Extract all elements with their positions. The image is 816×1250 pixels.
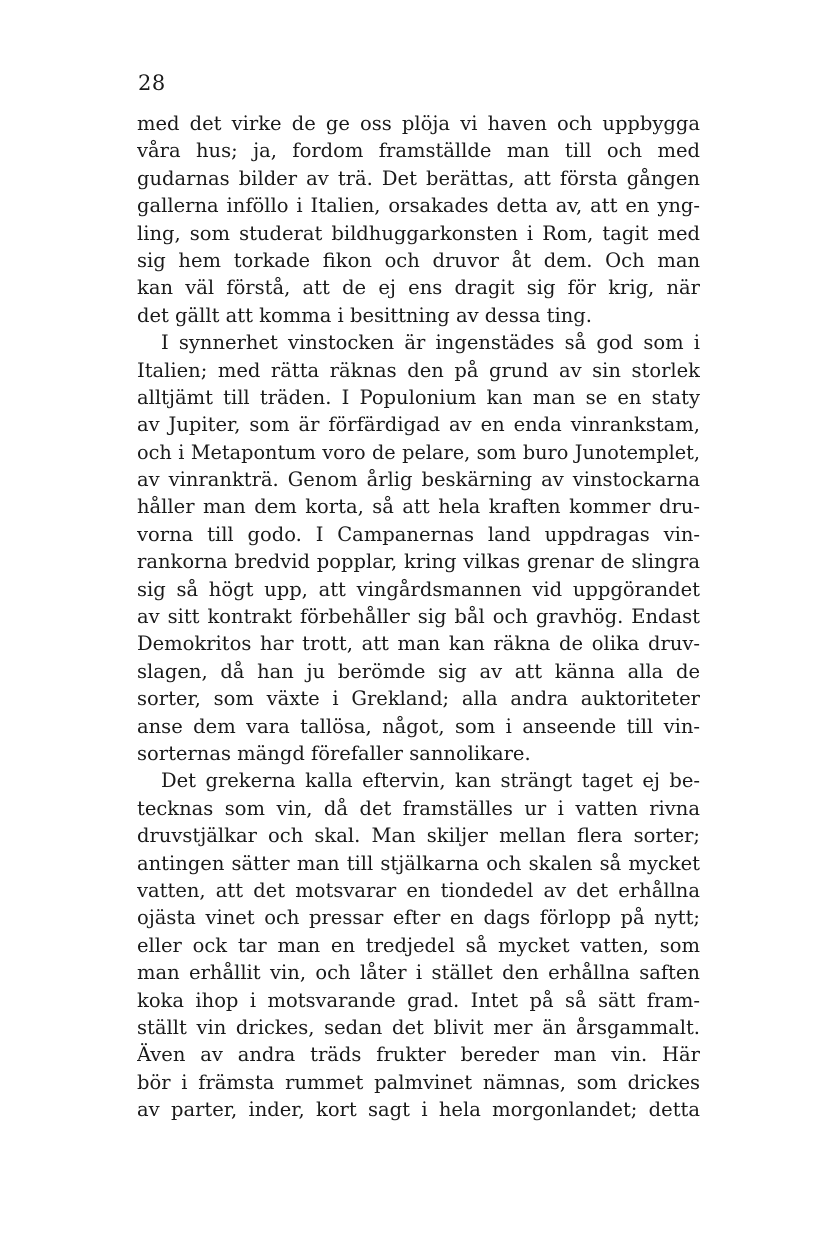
text-line: och i Metapontum voro de pelare, som buro Junotemplet, (137, 440, 700, 464)
text-line: alltjämt till träden. I Populonium kan man se en staty (137, 385, 700, 409)
text-line: antingen sätter man till stjälkarna och skalen så mycket (137, 851, 700, 875)
text-line: sorter, som växte i Grekland; alla andra auktoriteter (137, 687, 700, 711)
text-line: tecknas som vin, då det framställes ur i vatten rivna (137, 796, 700, 820)
text-line: Även av andra träds frukter bereder man vin. Här (137, 1043, 700, 1067)
text-line: sig hem torkade fikon och druvor åt dem. Och man (137, 248, 700, 272)
text-line: koka ihop i motsvarande grad. Intet på så sätt fram- (137, 988, 700, 1012)
text-line: kan väl förstå, att de ej ens dragit sig för krig, när (137, 276, 700, 300)
text-line: druvstjälkar och skal. Man skiljer mellan flera sorter; (137, 824, 700, 848)
text-line: vorna till godo. I Campanernas land uppdragas vin- (137, 522, 700, 546)
text-line: gudarnas bilder av trä. Det berättas, att första gången (137, 166, 700, 190)
text-line: våra hus; ja, fordom framställde man till och med (137, 139, 700, 163)
text-line: vatten, att det motsvarar en tiondedel av det erhållna (137, 878, 700, 902)
text-line: ling, som studerat bildhuggarkonsten i Rom, tagit med (137, 221, 700, 245)
text-line: med det virke de ge oss plöja vi haven och uppbygga (137, 112, 700, 135)
text-line: slagen, då han ju berömde sig av att känna alla de (137, 659, 700, 683)
text-line: I synnerhet vinstocken är ingenstädes så god som i (161, 331, 700, 355)
text-line: rankorna bredvid popplar, kring vilkas grenar de slingra (137, 550, 700, 574)
text-line: ställt vin drickes, sedan det blivit mer än årsgammalt. (137, 1015, 700, 1039)
text-line: av parter, inder, kort sagt i hela morgonlandet; detta (137, 1098, 700, 1122)
text-line: man erhållit vin, och låter i stället den erhållna saften (137, 961, 700, 985)
text-line: Det grekerna kalla eftervin, kan strängt taget ej be- (161, 769, 700, 793)
body-text (137, 110, 700, 1123)
text-line: av vinrankträ. Genom årlig beskärning av vinstockarna (137, 468, 700, 492)
text-line: eller ock tar man en tredjedel så mycket vatten, som (137, 933, 700, 957)
text-line: sorternas mängd förefaller sannolikare. (137, 741, 531, 765)
text-line: bör i främsta rummet palmvinet nämnas, som drickes (137, 1070, 700, 1094)
text-line: av Jupiter, som är förfärdigad av en enda vinrankstam, (137, 413, 700, 437)
text-line: gallerna inföllo i Italien, orsakades detta av, att en yng- (137, 194, 700, 218)
page-number: 28 (138, 71, 166, 95)
text-line: sig så högt upp, att vingårdsmannen vid uppgörandet (137, 577, 700, 601)
text-line: Italien; med rätta räknas den på grund av sin storlek (137, 358, 700, 382)
text-line: anse dem vara tallösa, något, som i anseende till vin- (137, 714, 700, 738)
text-line: det gällt att komma i besittning av dessa ting. (137, 303, 592, 327)
text-line: av sitt kontrakt förbehåller sig bål och gravhög. Endast (137, 605, 700, 629)
text-line: håller man dem korta, så att hela kraften kommer dru- (137, 495, 700, 519)
text-line: ojästa vinet och pressar efter en dags förlopp på nytt; (137, 906, 700, 930)
text-line: Demokritos har trott, att man kan räkna de olika druv- (137, 632, 700, 656)
